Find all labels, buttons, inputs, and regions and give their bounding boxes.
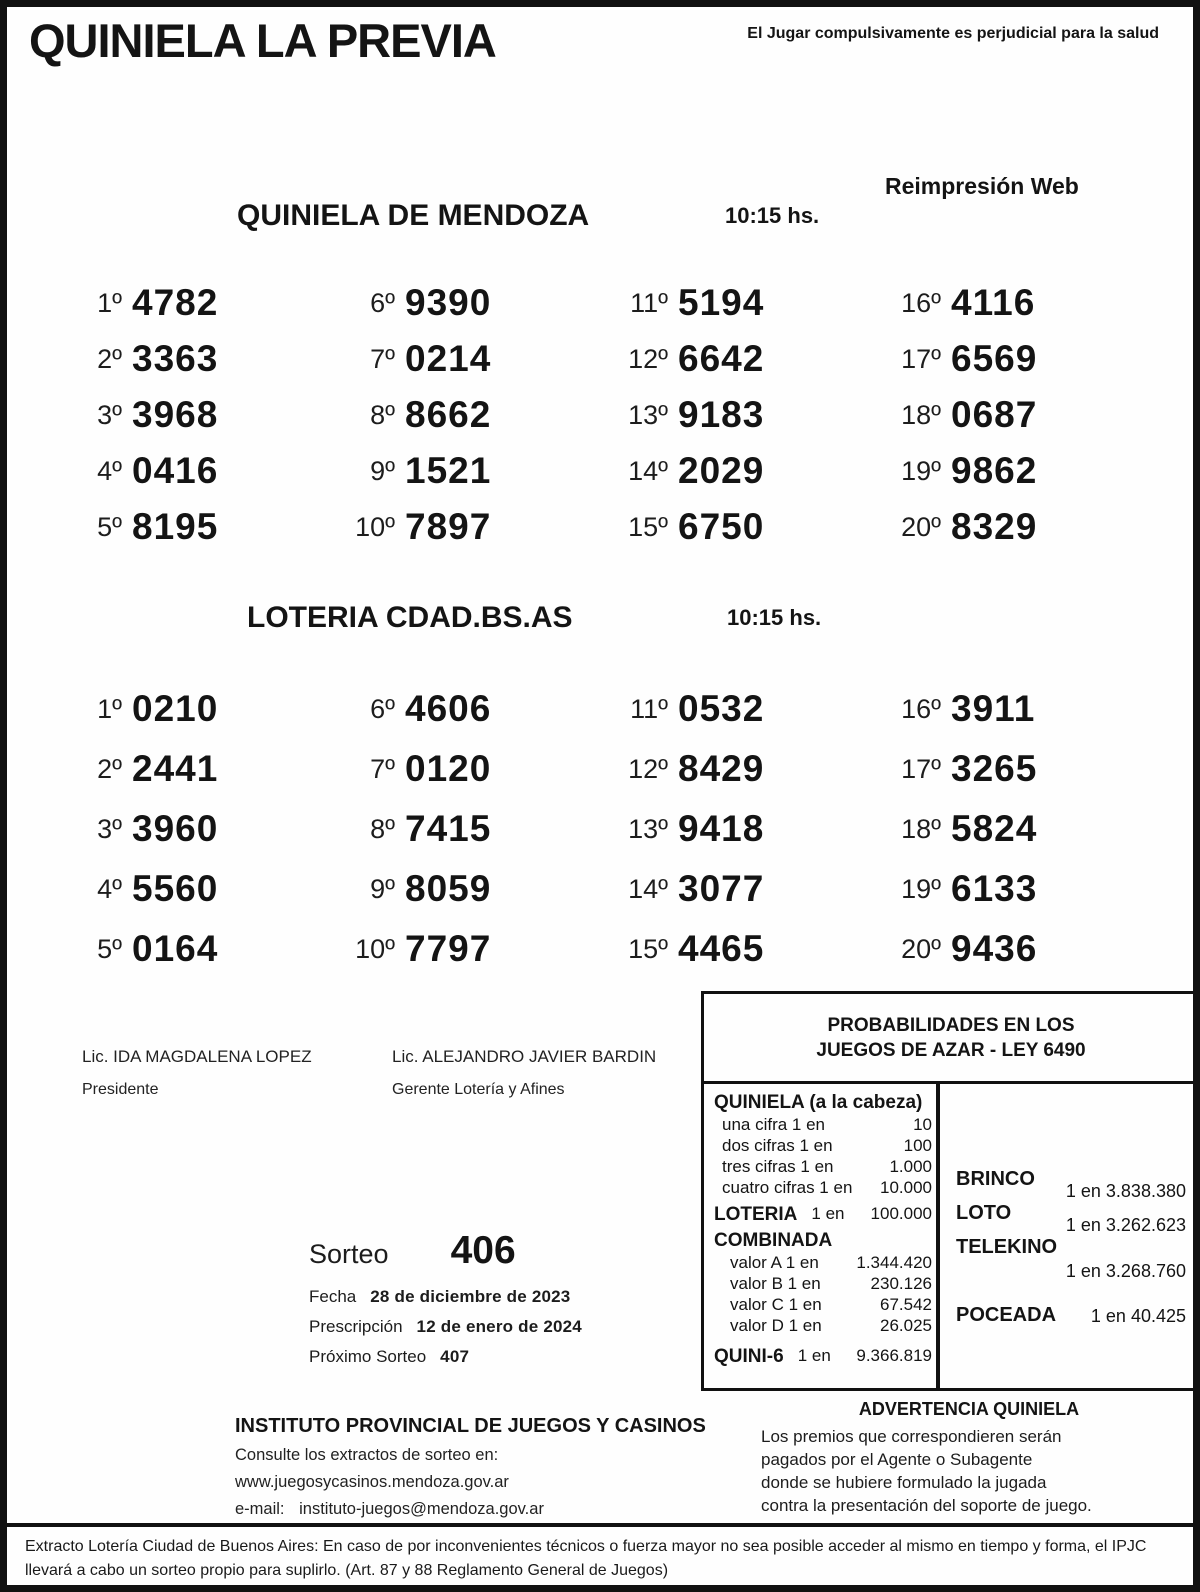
- result-cell: [335, 275, 608, 331]
- odds-label: valor A 1 en: [730, 1253, 819, 1272]
- odds-row: [714, 1135, 932, 1156]
- quini6-label: QUINI-6: [714, 1346, 784, 1367]
- email-label: e-mail:: [235, 1500, 285, 1518]
- place-label: 19º: [901, 455, 941, 486]
- place-label: 10º: [355, 511, 395, 542]
- reprint-label: Reimpresión Web: [885, 173, 1079, 199]
- result-cell: [881, 739, 1154, 799]
- odds-value: 10.000: [880, 1178, 932, 1197]
- winning-number: 8195: [132, 506, 219, 547]
- winning-number: 4465: [678, 928, 765, 969]
- quiniela-heading: QUINIELA (a la cabeza): [714, 1092, 923, 1113]
- odds-label: valor D 1 en: [730, 1316, 822, 1335]
- odds-value: 1.344.420: [856, 1253, 932, 1272]
- place-label: 20º: [901, 933, 941, 964]
- combinada-heading: COMBINADA: [714, 1230, 833, 1251]
- footer-divider: [7, 1523, 1193, 1527]
- odds-value: 230.126: [870, 1274, 932, 1293]
- winning-number: 9183: [678, 394, 765, 435]
- winning-number: 9862: [951, 450, 1038, 491]
- probabilities-title: [704, 994, 1198, 1084]
- loto-value: 1 en 3.262.623: [1065, 1215, 1186, 1235]
- result-cell: [62, 679, 335, 739]
- prescripcion-row: [309, 1317, 582, 1337]
- mendoza-section-title: QUINIELA DE MENDOZA: [237, 199, 590, 232]
- advertencia-block: [749, 1399, 1189, 1515]
- brinco-label: BRINCO: [956, 1168, 1035, 1190]
- place-label: 8º: [370, 399, 395, 430]
- result-cell: [881, 443, 1154, 499]
- odds-row: [714, 1273, 932, 1294]
- winning-number: 0687: [951, 394, 1038, 435]
- brinco-odds-row: [956, 1168, 1186, 1202]
- advertencia-line: Los premios que correspondieren serán: [761, 1427, 1062, 1446]
- loteria-mid: 1 en: [811, 1204, 845, 1223]
- probabilities-left-column: [704, 1084, 940, 1388]
- combinada-odds-list: [714, 1252, 932, 1336]
- quini6-value: 9.366.819: [856, 1346, 932, 1365]
- winning-number: 2441: [132, 748, 219, 789]
- winning-number: 9418: [678, 808, 765, 849]
- place-label: 20º: [901, 511, 941, 542]
- place-label: 11º: [630, 693, 668, 724]
- poceada-label: POCEADA: [956, 1304, 1057, 1326]
- prescripcion-value: 12 de enero de 2024: [416, 1317, 582, 1336]
- place-label: 1º: [97, 693, 122, 724]
- winning-number: 0214: [405, 338, 492, 379]
- odds-value: 10: [913, 1115, 932, 1134]
- winning-number: 6642: [678, 338, 765, 379]
- institute-website: www.juegosycasinos.mendoza.gov.ar: [235, 1473, 509, 1491]
- winning-number: 2029: [678, 450, 765, 491]
- proximo-sorteo-row: [309, 1347, 582, 1367]
- fecha-label: Fecha: [309, 1287, 357, 1306]
- place-label: 8º: [370, 813, 395, 844]
- probabilities-title-line1: PROBABILIDADES EN LOS: [827, 1014, 1075, 1036]
- result-cell: [608, 275, 881, 331]
- place-label: 13º: [628, 399, 668, 430]
- winning-number: 1521: [405, 450, 492, 491]
- place-label: 6º: [370, 287, 395, 318]
- place-label: 3º: [97, 813, 122, 844]
- winning-number: 3911: [951, 688, 1036, 729]
- winning-number: 4782: [132, 282, 219, 323]
- winning-number: 0210: [132, 688, 219, 729]
- institute-email-row: [235, 1500, 706, 1519]
- place-label: 3º: [97, 399, 122, 430]
- place-label: 10º: [355, 933, 395, 964]
- result-cell: [335, 443, 608, 499]
- winning-number: 5824: [951, 808, 1038, 849]
- result-cell: [62, 387, 335, 443]
- winning-number: 9436: [951, 928, 1038, 969]
- loteria-label: LOTERIA: [714, 1204, 798, 1225]
- winning-number: 5560: [132, 868, 219, 909]
- mendoza-results-grid: [62, 275, 1154, 555]
- odds-label: valor C 1 en: [730, 1295, 822, 1314]
- winning-number: 0416: [132, 450, 219, 491]
- email-address: instituto-juegos@mendoza.gov.ar: [299, 1500, 544, 1518]
- fecha-row: [309, 1287, 582, 1307]
- advertencia-line: contra la presentación del soporte de juego.: [761, 1496, 1092, 1515]
- signature-role: Gerente Lotería y Afines: [392, 1081, 565, 1098]
- winning-number: 3077: [678, 868, 765, 909]
- advertencia-text: [749, 1428, 1189, 1515]
- place-label: 9º: [370, 455, 395, 486]
- winning-number: 3968: [132, 394, 219, 435]
- mendoza-draw-time: 10:15 hs.: [725, 203, 820, 228]
- result-cell: [335, 859, 608, 919]
- winning-number: 0532: [678, 688, 765, 729]
- proximo-sorteo-value: 407: [440, 1347, 470, 1366]
- result-cell: [608, 679, 881, 739]
- winning-number: 6569: [951, 338, 1038, 379]
- place-label: 12º: [628, 753, 668, 784]
- result-cell: [881, 919, 1154, 979]
- result-cell: [335, 799, 608, 859]
- probabilities-title-line2: JUEGOS DE AZAR - LEY 6490: [816, 1039, 1086, 1061]
- result-cell: [881, 275, 1154, 331]
- result-cell: [335, 919, 608, 979]
- winning-number: 3363: [132, 338, 219, 379]
- signature-president: [82, 1047, 312, 1099]
- place-label: 13º: [628, 813, 668, 844]
- place-label: 16º: [901, 693, 941, 724]
- place-label: 9º: [370, 873, 395, 904]
- odds-row: [714, 1156, 932, 1177]
- footer-legal-text: Extracto Lotería Ciudad de Buenos Aires: En caso de por inconvenientes técnicos o fuerza mayor no sea posible acceder al mismo en tiempo y forma, el IPJC llevará a cabo un sorteo propio para suplirlo. (Art. 87 y 88 Reglamento General de Juegos): [25, 1538, 1147, 1579]
- place-label: 6º: [370, 693, 395, 724]
- winning-number: 8329: [951, 506, 1038, 547]
- sorteo-label: Sorteo: [309, 1239, 389, 1269]
- loto-odds-row: [956, 1202, 1186, 1236]
- result-cell: [335, 499, 608, 555]
- result-cell: [608, 387, 881, 443]
- winning-number: 9390: [405, 282, 492, 323]
- winning-number: 7897: [405, 506, 492, 547]
- bsas-results-grid: [62, 679, 1154, 979]
- advertencia-line: pagados por el Agente o Subagente: [761, 1450, 1033, 1469]
- place-label: 4º: [97, 873, 122, 904]
- quini6-mid: 1 en: [797, 1346, 831, 1365]
- telekino-label: TELEKINO: [956, 1236, 1058, 1258]
- odds-value: 26.025: [880, 1316, 932, 1335]
- winning-number: 4116: [951, 282, 1036, 323]
- poceada-odds-row: [956, 1304, 1186, 1327]
- result-cell: [62, 799, 335, 859]
- odds-label: una cifra 1 en: [722, 1115, 826, 1134]
- odds-label: tres cifras 1 en: [722, 1157, 834, 1176]
- place-label: 18º: [901, 399, 941, 430]
- place-label: 15º: [628, 511, 668, 542]
- winning-number: 7415: [405, 808, 492, 849]
- bsas-section-title: LOTERIA CDAD.BS.AS: [247, 601, 573, 634]
- advertencia-title: ADVERTENCIA QUINIELA: [858, 1399, 1080, 1419]
- result-cell: [881, 799, 1154, 859]
- result-cell: [608, 331, 881, 387]
- result-cell: [62, 859, 335, 919]
- institute-block: [235, 1415, 706, 1519]
- winning-number: 7797: [405, 928, 492, 969]
- signature-name: Lic. ALEJANDRO JAVIER BARDIN: [392, 1047, 657, 1066]
- place-label: 7º: [370, 343, 395, 374]
- bsas-draw-time: 10:15 hs.: [727, 605, 822, 630]
- odds-value: 100: [903, 1136, 932, 1155]
- winning-number: 6133: [951, 868, 1038, 909]
- result-cell: [335, 739, 608, 799]
- result-cell: [608, 443, 881, 499]
- place-label: 1º: [97, 287, 122, 318]
- result-cell: [62, 919, 335, 979]
- winning-number: 3960: [132, 808, 219, 849]
- place-label: 4º: [97, 455, 122, 486]
- place-label: 5º: [97, 511, 122, 542]
- place-label: 5º: [97, 933, 122, 964]
- result-cell: [608, 919, 881, 979]
- place-label: 19º: [901, 873, 941, 904]
- result-cell: [335, 387, 608, 443]
- winning-number: 4606: [405, 688, 492, 729]
- result-cell: [881, 331, 1154, 387]
- result-cell: [608, 859, 881, 919]
- winning-number: 0164: [132, 928, 219, 969]
- odds-row: [714, 1114, 932, 1135]
- health-warning: El Jugar compulsivamente es perjudicial para la salud: [747, 25, 1159, 42]
- place-label: 18º: [901, 813, 941, 844]
- institute-consult-line: Consulte los extractos de sorteo en:: [235, 1446, 499, 1464]
- result-cell: [62, 739, 335, 799]
- result-cell: [62, 275, 335, 331]
- odds-label: cuatro cifras 1 en: [722, 1178, 853, 1197]
- place-label: 16º: [901, 287, 941, 318]
- result-cell: [881, 499, 1154, 555]
- odds-label: dos cifras 1 en: [722, 1136, 833, 1155]
- winning-number: 6750: [678, 506, 765, 547]
- result-cell: [608, 499, 881, 555]
- place-label: 14º: [628, 455, 668, 486]
- brinco-value: 1 en 3.838.380: [1065, 1181, 1186, 1201]
- result-cell: [62, 499, 335, 555]
- result-cell: [335, 331, 608, 387]
- probabilities-box: [701, 991, 1200, 1391]
- loto-label: LOTO: [956, 1202, 1012, 1224]
- odds-row: [714, 1252, 932, 1273]
- place-label: 17º: [901, 753, 941, 784]
- signature-role: Presidente: [82, 1081, 159, 1098]
- odds-row: [714, 1177, 932, 1198]
- winning-number: 8059: [405, 868, 492, 909]
- poceada-value: 1 en 40.425: [1090, 1306, 1186, 1326]
- signature-manager: [392, 1047, 656, 1099]
- quini6-odds-row: [714, 1346, 932, 1368]
- odds-label: valor B 1 en: [730, 1274, 821, 1293]
- sorteo-number: 406: [450, 1229, 516, 1272]
- telekino-value: 1 en 3.268.760: [1065, 1261, 1186, 1281]
- place-label: 7º: [370, 753, 395, 784]
- odds-row: [714, 1294, 932, 1315]
- loteria-odds-row: [714, 1204, 932, 1226]
- odds-value: 67.542: [880, 1295, 932, 1314]
- place-label: 2º: [97, 753, 122, 784]
- result-cell: [62, 331, 335, 387]
- result-cell: [608, 739, 881, 799]
- signature-name: Lic. IDA MAGDALENA LOPEZ: [82, 1047, 312, 1066]
- fecha-value: 28 de diciembre de 2023: [370, 1287, 571, 1306]
- place-label: 17º: [901, 343, 941, 374]
- winning-number: 5194: [678, 282, 765, 323]
- place-label: 12º: [628, 343, 668, 374]
- odds-value: 1.000: [889, 1157, 932, 1176]
- quiniela-odds-list: [714, 1114, 932, 1198]
- proximo-sorteo-label: Próximo Sorteo: [309, 1347, 427, 1366]
- result-cell: [881, 859, 1154, 919]
- winning-number: 8662: [405, 394, 492, 435]
- place-label: 11º: [630, 287, 668, 318]
- place-label: 14º: [628, 873, 668, 904]
- page-title: QUINIELA LA PREVIA: [29, 14, 496, 67]
- probabilities-right-column: [940, 1084, 1198, 1388]
- prescripcion-label: Prescripción: [309, 1317, 403, 1336]
- loteria-value: 100.000: [870, 1204, 932, 1223]
- draw-info-block: [309, 1229, 582, 1367]
- result-cell: [881, 387, 1154, 443]
- winning-number: 3265: [951, 748, 1038, 789]
- place-label: 2º: [97, 343, 122, 374]
- result-cell: [881, 679, 1154, 739]
- result-cell: [608, 799, 881, 859]
- odds-row: [714, 1315, 932, 1336]
- place-label: 15º: [628, 933, 668, 964]
- institute-name: INSTITUTO PROVINCIAL DE JUEGOS Y CASINOS: [235, 1415, 706, 1437]
- telekino-odds-row: [956, 1236, 1186, 1282]
- result-cell: [335, 679, 608, 739]
- winning-number: 8429: [678, 748, 765, 789]
- winning-number: 0120: [405, 748, 492, 789]
- advertencia-line: donde se hubiere formulado la jugada: [761, 1473, 1047, 1492]
- result-cell: [62, 443, 335, 499]
